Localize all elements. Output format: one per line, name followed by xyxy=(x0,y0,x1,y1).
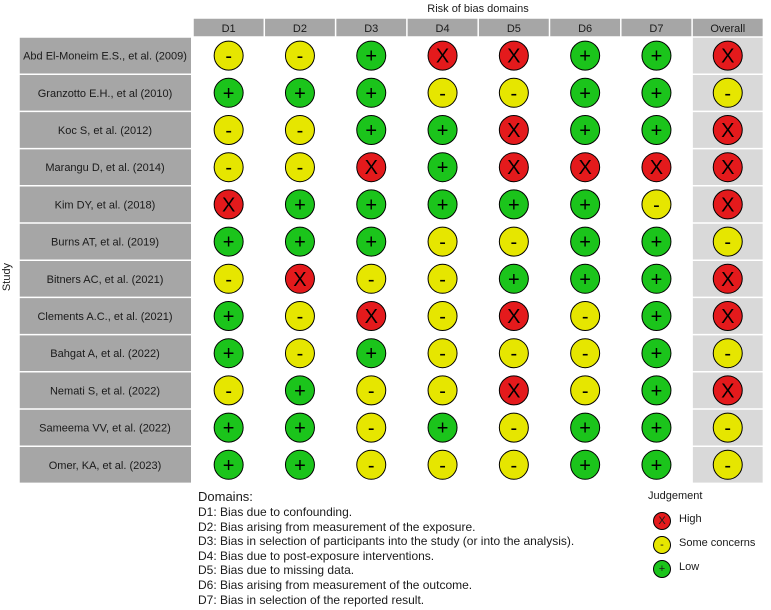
study-label: Nemati S, et al. (2022) xyxy=(49,385,161,398)
judgement-symbol: - xyxy=(225,268,232,291)
judgement-symbol: - xyxy=(724,454,732,477)
study-label: Bahgat A, et al. (2022) xyxy=(50,348,160,361)
judgement-symbol: - xyxy=(296,45,304,68)
judgement-symbol: - xyxy=(367,454,375,477)
judgement-symbol: - xyxy=(724,343,732,366)
judgement-symbol: + xyxy=(508,268,520,291)
judgement-symbol: - xyxy=(367,268,375,291)
study-label: Koc S, et al. (2012) xyxy=(57,125,153,137)
judgement-symbol: + xyxy=(579,45,591,68)
judgement-symbol: + xyxy=(436,194,449,217)
judgement-symbol: + xyxy=(650,45,663,68)
judgement-symbol: + xyxy=(294,82,306,105)
column-header-d6: D6 xyxy=(578,23,593,35)
judgement-symbol: X xyxy=(578,157,592,180)
judgement-symbol: - xyxy=(439,306,446,328)
judgement-symbol: - xyxy=(439,343,446,366)
legend-dot: X xyxy=(653,512,671,530)
judgement-symbol: - xyxy=(296,157,304,180)
domains-title: Domains: xyxy=(198,489,253,504)
judgement-symbol: + xyxy=(222,231,235,254)
judgement-symbol: X xyxy=(721,194,735,217)
judgement-symbol: - xyxy=(653,194,660,217)
domain-descriptions xyxy=(198,505,574,607)
judgement-symbol: X xyxy=(721,45,735,68)
judgement-legend-title: Judgement xyxy=(648,490,703,502)
judgement-symbol: + xyxy=(579,120,591,142)
domain-description: D6: Bias arising from measurement of the outcome. xyxy=(198,577,473,592)
domain-description: D5: Bias due to missing data. xyxy=(198,563,355,578)
judgement-symbol: X xyxy=(649,157,664,180)
judgement-symbol: - xyxy=(581,380,589,403)
judgement-symbol: - xyxy=(439,268,446,291)
judgement-symbol: + xyxy=(222,343,235,366)
judgement-symbol: - xyxy=(225,120,232,142)
judgement-symbol: X xyxy=(364,157,378,180)
judgement-symbol: + xyxy=(436,157,449,180)
legend-label: Some concerns xyxy=(679,537,756,549)
judgement-symbol: + xyxy=(650,417,663,440)
column-header-d2: D2 xyxy=(292,23,307,35)
study-label: Marangu D, et al. (2014) xyxy=(45,162,165,175)
domain-description: D7: Bias in selection of the reported result. xyxy=(198,592,425,607)
judgement-symbol: - xyxy=(225,157,232,180)
judgement-symbol: X xyxy=(721,306,735,328)
judgement-symbol: X xyxy=(507,306,521,328)
judgement-symbol: X xyxy=(507,380,521,403)
legend-item-low xyxy=(653,560,771,578)
judgement-symbol: - xyxy=(510,82,518,105)
judgement-symbol: - xyxy=(296,120,304,142)
judgement-symbol: - xyxy=(439,231,446,254)
judgement-symbol: X xyxy=(435,45,450,68)
judgement-symbol: X xyxy=(721,120,735,142)
judgement-symbol: + xyxy=(650,82,663,105)
column-header-d4: D4 xyxy=(435,23,450,35)
column-header-d3: D3 xyxy=(364,23,379,35)
judgement-symbol: - xyxy=(225,380,232,403)
judgement-symbol: X xyxy=(721,268,735,291)
judgement-symbol: X xyxy=(507,157,521,180)
judgement-symbol: + xyxy=(365,343,378,366)
judgement-symbol: X xyxy=(721,380,735,403)
risk-of-bias-domains-title: Risk of bias domains xyxy=(427,3,529,15)
judgement-symbol: - xyxy=(581,306,589,328)
column-header-overall: Overall xyxy=(710,23,746,35)
judgement-symbol: X xyxy=(721,157,735,180)
column-header-d5: D5 xyxy=(506,23,521,35)
domain-description: D1: Bias due to confounding. xyxy=(198,505,353,519)
judgement-symbol: + xyxy=(650,343,663,366)
judgement-symbol: - xyxy=(225,45,232,68)
judgement-symbol: - xyxy=(439,454,446,477)
judgement-symbol: + xyxy=(650,380,663,403)
judgement-symbol: + xyxy=(294,454,306,477)
judgement-symbol: + xyxy=(222,306,235,328)
judgement-symbol: - xyxy=(724,417,732,440)
judgement-symbol: - xyxy=(367,417,375,440)
legend-item-high xyxy=(653,512,771,530)
legend-dot: - xyxy=(653,536,671,554)
study-label: Granzotto E.H., et al (2010) xyxy=(37,87,173,100)
judgement-symbol: + xyxy=(650,306,663,328)
domain-description: D4: Bias due to post-exposure interventions. xyxy=(198,548,435,563)
judgement-symbol: + xyxy=(365,45,378,68)
judgement-symbol: - xyxy=(439,82,446,105)
legend-label: Low xyxy=(679,561,700,573)
judgement-symbol: - xyxy=(724,231,732,254)
judgement-symbol: + xyxy=(294,231,306,254)
study-label: Sameema VV, et al. (2022) xyxy=(39,422,171,435)
judgement-symbol: - xyxy=(724,82,732,105)
judgement-symbol: + xyxy=(436,120,449,142)
legend-item-some-concerns xyxy=(653,536,771,554)
judgement-symbol: + xyxy=(222,417,235,440)
judgement-symbol: + xyxy=(579,82,591,105)
study-label: Clements A.C., et al. (2021) xyxy=(37,311,173,323)
study-label: Abd El-Moneim E.S., et al. (2009) xyxy=(23,50,187,63)
judgement-symbol: + xyxy=(579,268,591,291)
domain-description: D2: Bias arising from measurement of the exposure. xyxy=(198,519,476,534)
judgement-symbol: + xyxy=(650,454,663,477)
judgement-symbol: + xyxy=(222,82,235,105)
judgement-symbol: + xyxy=(650,120,663,142)
judgement-symbol: - xyxy=(296,343,304,366)
judgement-symbol: - xyxy=(439,380,446,403)
judgement-symbol: X xyxy=(293,268,307,291)
judgement-symbol: + xyxy=(508,194,520,217)
judgement-symbol: + xyxy=(294,417,306,440)
study-label: Kim DY, et al. (2018) xyxy=(54,199,156,212)
judgement-symbol: - xyxy=(510,417,518,440)
study-axis-label-text: Study xyxy=(1,262,13,292)
judgement-symbol: X xyxy=(507,45,521,68)
study-label: Omer, KA, et al. (2023) xyxy=(48,459,162,472)
judgement-symbol: + xyxy=(365,231,378,254)
judgement-symbol: + xyxy=(294,380,306,403)
judgement-symbol: - xyxy=(510,454,518,477)
domain-description: D3: Bias in selection of participants into the study (or into the analysis). xyxy=(198,534,575,549)
judgement-symbol: + xyxy=(579,194,591,217)
judgement-symbol: + xyxy=(365,82,378,105)
judgement-symbol: + xyxy=(365,120,378,142)
judgement-symbol: X xyxy=(221,194,236,217)
judgement-symbol: - xyxy=(367,380,375,403)
judgement-symbol: + xyxy=(436,417,449,440)
judgement-symbol: X xyxy=(364,306,378,328)
column-header-d7: D7 xyxy=(649,23,664,35)
judgement-symbol: + xyxy=(650,231,663,254)
judgement-symbol: + xyxy=(579,231,591,254)
judgement-symbol: X xyxy=(507,120,521,142)
judgement-symbol: - xyxy=(581,343,589,366)
judgement-symbol: - xyxy=(510,231,518,254)
legend-dot: + xyxy=(653,560,671,578)
judgement-symbol: + xyxy=(650,268,663,291)
judgement-symbol: - xyxy=(510,343,518,366)
judgement-symbol: + xyxy=(222,454,235,477)
judgement-symbol: + xyxy=(579,454,591,477)
column-header-d1: D1 xyxy=(221,23,236,35)
legend-label: High xyxy=(679,513,702,525)
judgement-symbol: + xyxy=(579,417,591,440)
study-label: Bitners AC, et al. (2021) xyxy=(46,273,164,286)
judgement-symbol: - xyxy=(296,306,304,328)
study-label: Burns AT, et al. (2019) xyxy=(50,236,160,249)
judgement-symbol: + xyxy=(294,194,306,217)
judgement-symbol: + xyxy=(365,194,378,217)
